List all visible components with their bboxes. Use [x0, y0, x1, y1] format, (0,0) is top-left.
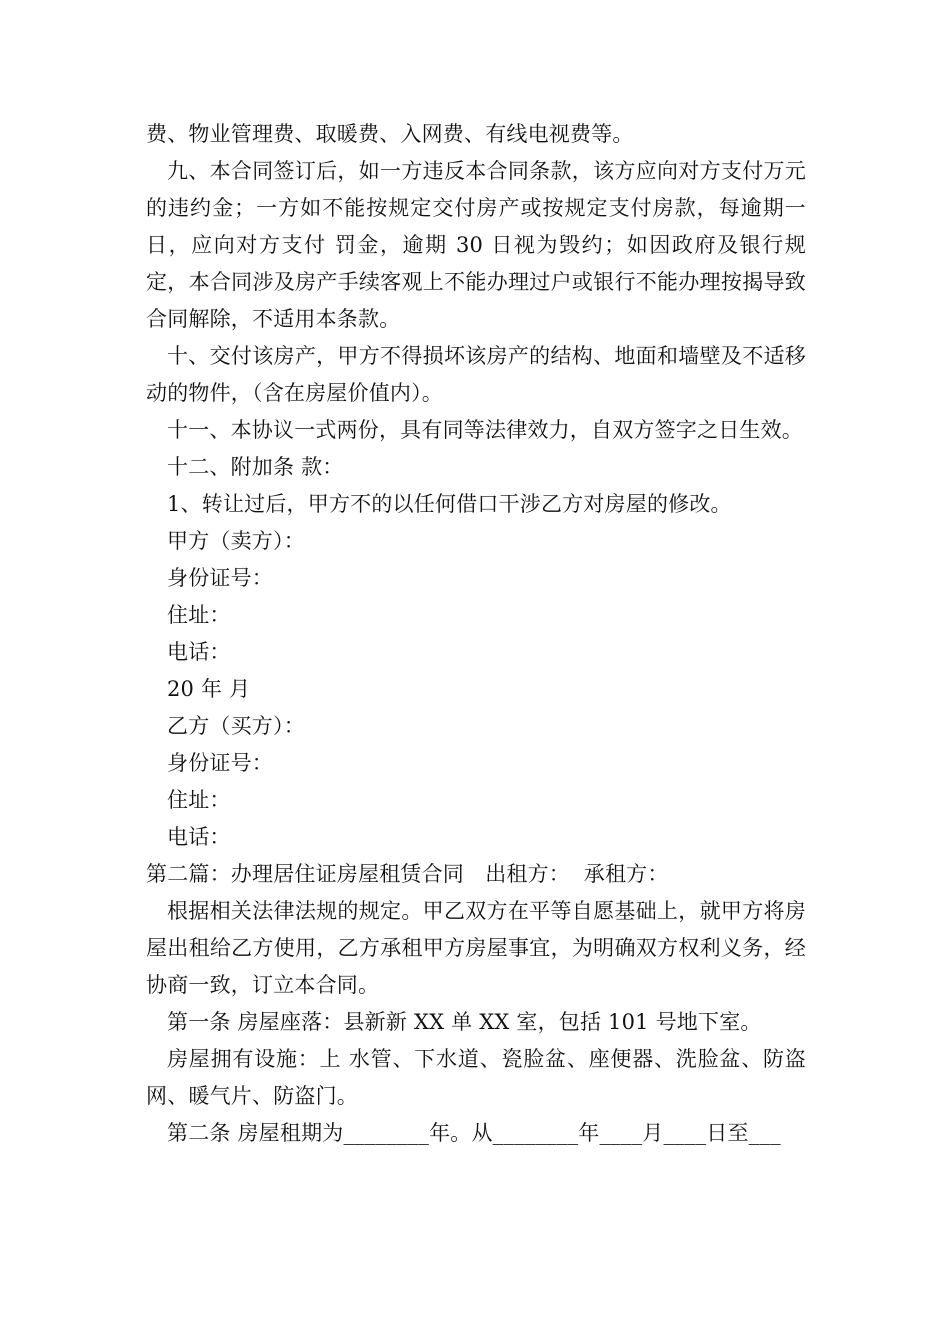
party-a-id-number: 身份证号： — [167, 566, 273, 590]
clause-12-additional-terms: 十二、附加条 款： — [167, 455, 344, 479]
lease-facilities: 房屋拥有设施：上 水管、下水道、瓷脸盆、座便器、洗脸盆、防盗网、暖气片、防盗门。 — [146, 1047, 806, 1108]
paragraph-fees: 费、物业管理费、取暖费、入网费、有线电视费等。 — [146, 122, 634, 146]
party-a-phone: 电话： — [167, 640, 231, 664]
clause-11-copies: 十一、本协议一式两份，具有同等法律效力，自双方签字之日生效。 — [167, 418, 803, 442]
lease-article-1-location: 第一条 房屋座落：县新新 XX 单 XX 室，包括 101 号地下室。 — [167, 1010, 762, 1034]
clause-10-delivery: 十、交付该房产，甲方不得损坏该房产的结构、地面和墙壁及不适移动的物件，（含在房屋价值内）。 — [146, 344, 806, 405]
party-a-label: 甲方（卖方）： — [167, 529, 305, 553]
party-b-phone: 电话： — [167, 825, 231, 849]
date-line: 20 年 月 — [167, 677, 251, 701]
lease-preamble: 根据相关法律法规的规定。甲乙双方在平等自愿基础上，就甲方将房屋出租给乙方使用，乙方承租甲方房屋事宜，为明确双方权利义务，经协商一致，订立本合同。 — [146, 899, 806, 997]
party-b-address: 住址： — [167, 788, 231, 812]
party-b-id-number: 身份证号： — [167, 751, 273, 775]
party-a-address: 住址： — [167, 603, 231, 627]
clause-9-breach: 九、本合同签订后，如一方违反本合同条款，该方应向对方支付万元的违约金；一方如不能按规定交付房产或按规定支付房款，每逾期一日，应向对方支付 罚金，逾期 30 日视为毁约；如因政府及银行规定，本合同涉及房产手续客观上不能办理过户或银行不能办理按揭导致合同解除，不适用本条款。 — [146, 159, 806, 331]
party-b-label: 乙方（买方）： — [167, 714, 305, 738]
section-2-heading: 第二篇：办理居住证房屋租赁合同 出租方： 承租方： — [146, 862, 669, 886]
additional-term-1: 1、转让过后，甲方不的以任何借口干涉乙方对房屋的修改。 — [167, 492, 732, 516]
document-body — [146, 116, 806, 1152]
lease-article-2-term: 第二条 房屋租期为________年。从________年____月____日至___ — [167, 1121, 781, 1145]
